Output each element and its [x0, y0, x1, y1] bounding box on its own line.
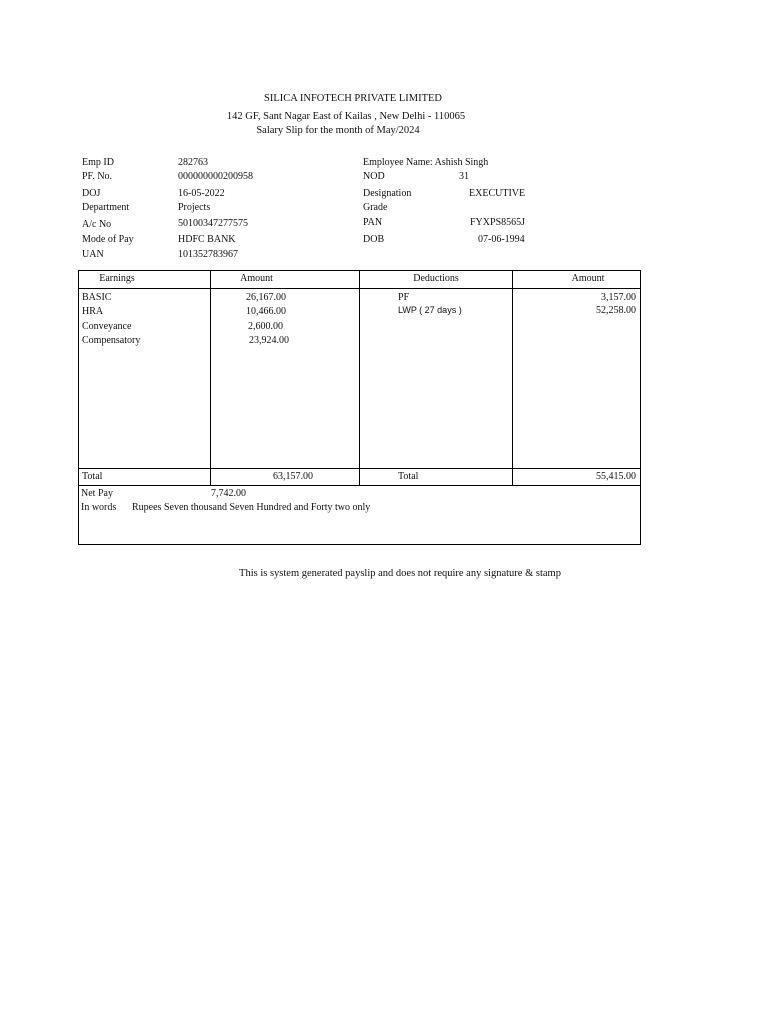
department-label: Department — [82, 202, 130, 213]
deduction-label: LWP ( 27 days ) — [398, 305, 462, 315]
emp-id-value: 282763 — [178, 157, 208, 168]
total-deductions-label: Total — [398, 471, 419, 482]
pf-label: PF. No. — [82, 171, 113, 182]
deductions-header: Deductions — [413, 273, 459, 284]
earning-amount: 23,924.00 — [249, 335, 289, 346]
deduction-label: PF — [398, 292, 410, 303]
grade-label: Grade — [363, 202, 388, 213]
ac-value: 50100347277575 — [178, 218, 248, 229]
earnings-header: Earnings — [99, 273, 135, 284]
pan-label: PAN — [363, 217, 383, 228]
deduction-amount: 52,258.00 — [596, 305, 636, 316]
mode-label: Mode of Pay — [82, 234, 134, 245]
deduction-amount: 3,157.00 — [601, 292, 636, 303]
column-divider-3 — [512, 270, 513, 486]
emp-id-label: Emp ID — [82, 157, 114, 168]
earning-label: Conveyance — [82, 321, 132, 332]
earning-amount: 2,600.00 — [248, 321, 283, 332]
ac-label: A/c No — [82, 219, 112, 230]
uan-label: UAN — [82, 249, 104, 260]
designation-label: Designation — [363, 188, 412, 199]
company-address: 142 GF, Sant Nagar East of Kailas , New Delhi - 110065 — [226, 111, 466, 122]
uan-value: 101352783967 — [178, 249, 238, 260]
company-name: SILICA INFOTECH PRIVATE LIMITED — [263, 93, 442, 104]
net-pay-value: 7,742.00 — [211, 488, 246, 499]
total-earnings-label: Total — [82, 471, 103, 482]
earning-label: Compensatory — [82, 335, 141, 346]
employee-name-value: Ashish Singh — [434, 157, 489, 168]
nod-value: 31 — [459, 171, 469, 182]
earnings-amount-header: Amount — [240, 273, 273, 284]
in-words-label: In words — [81, 502, 117, 513]
dob-value: 07-06-1994 — [478, 234, 525, 245]
employee-name-row — [363, 157, 488, 168]
doj-label: DOJ — [82, 188, 101, 199]
total-deductions-value: 55,415.00 — [596, 471, 636, 482]
earning-amount: 26,167.00 — [246, 292, 286, 303]
doj-value: 16-05-2022 — [178, 188, 225, 199]
net-pay-label: Net Pay — [81, 488, 113, 499]
earning-label: HRA — [82, 306, 104, 317]
column-divider-2 — [359, 270, 360, 486]
footer-note: This is system generated payslip and does not require any signature & stamp — [239, 568, 561, 579]
nod-label: NOD — [363, 171, 385, 182]
designation-value: EXECUTIVE — [469, 188, 526, 199]
deductions-amount-header: Amount — [571, 273, 605, 284]
pf-value: 000000000200958 — [178, 171, 253, 182]
slip-title: Salary Slip for the month of May/2024 — [256, 125, 420, 136]
employee-name-label: Employee Name: — [363, 157, 433, 168]
total-earnings-value: 63,157.00 — [273, 471, 313, 482]
earning-label: BASIC — [82, 292, 112, 303]
department-value: Projects — [178, 202, 211, 213]
earning-amount: 10,466.00 — [246, 306, 286, 317]
pan-value: FYXPS8565J — [470, 217, 526, 228]
mode-value: HDFC BANK — [178, 234, 236, 245]
in-words-value: Rupees Seven thousand Seven Hundred and Forty two only — [132, 502, 371, 513]
dob-label: DOB — [363, 234, 385, 245]
